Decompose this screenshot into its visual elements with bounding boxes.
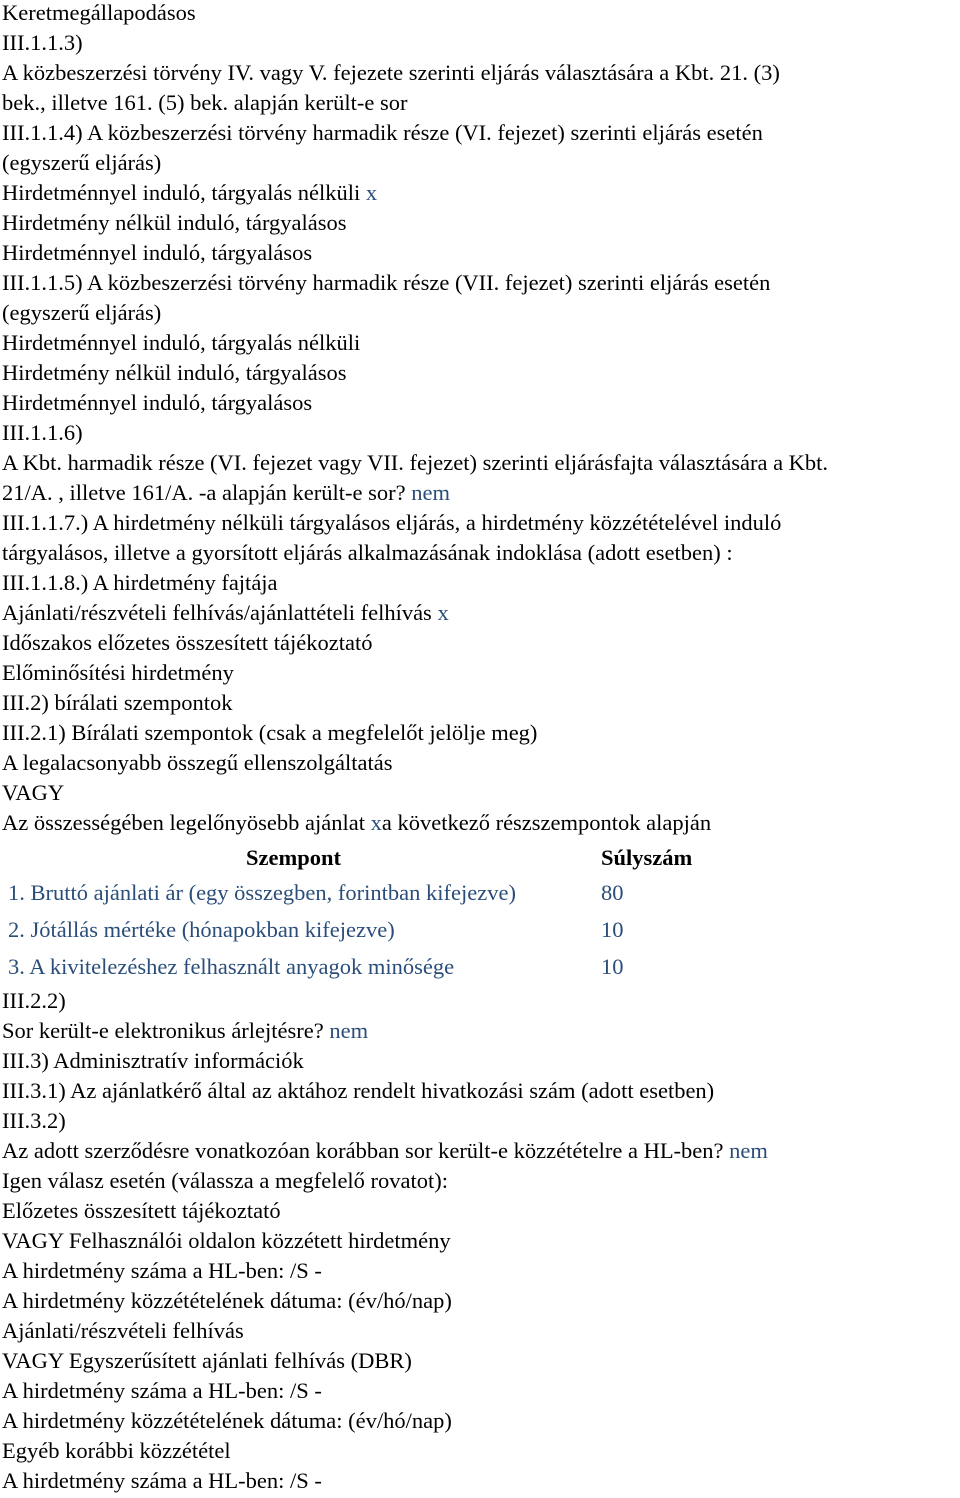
text-line: (egyszerű eljárás)	[2, 300, 162, 325]
table-cell-criterion: 1. Bruttó ajánlati ár (egy összegben, forintban kifejezve)	[8, 880, 516, 905]
question-text: 21/A. , illetve 161/A. -a alapján került-e sor?	[2, 480, 412, 505]
field-line: A hirdetmény száma a HL-ben: /S -	[2, 1258, 322, 1283]
text-line: VAGY	[2, 780, 65, 805]
question-text: Az adott szerződésre vonatkozóan korábban sor került-e közzétételre a HL-ben?	[2, 1138, 730, 1163]
option-line: Időszakos előzetes összesített tájékoztató	[2, 630, 373, 655]
section-heading: III.2) bírálati szempontok	[2, 690, 233, 715]
field-line: A hirdetmény közzétételének dátuma: (év/hó/nap)	[2, 1288, 452, 1313]
text-line: (egyszerű eljárás)	[2, 150, 162, 175]
section-heading: III.1.1.7.) A hirdetmény nélküli tárgyalásos eljárás, a hirdetmény közzétételével induló	[2, 510, 782, 535]
option-line: Előminősítési hirdetmény	[2, 660, 234, 685]
section-heading: III.2.2)	[2, 988, 66, 1013]
text-line: A Kbt. harmadik része (VI. fejezet vagy VII. fejezet) szerinti eljárásfajta választására a Kbt.	[2, 450, 829, 475]
field-line: A hirdetmény közzétételének dátuma: (év/hó/nap)	[2, 1408, 452, 1433]
question-text: Sor került-e elektronikus árlejtésre?	[2, 1018, 330, 1043]
option-line: Hirdetménnyel induló, tárgyalásos	[2, 240, 313, 265]
question-line	[2, 1016, 958, 1046]
table-header-criterion: Szempont	[246, 845, 341, 870]
table-cell-criterion: 2. Jótállás mértéke (hónapokban kifejezve)	[8, 917, 395, 942]
answer-value: nem	[729, 1138, 768, 1163]
answer-mark: x	[370, 810, 382, 835]
table-header-weight: Súlyszám	[601, 845, 693, 870]
option-line: Ajánlati/részvételi felhívás	[2, 1318, 244, 1343]
section-heading: III.3.1) Az ajánlatkérő által az aktához rendelt hivatkozási szám (adott esetben)	[2, 1078, 715, 1103]
section-heading: III.1.1.4) A közbeszerzési törvény harmadik része (VI. fejezet) szerinti eljárás esetén	[2, 120, 763, 145]
answer-value: nem	[329, 1018, 369, 1043]
section-heading: III.3.2)	[2, 1108, 66, 1133]
option-line: Hirdetmény nélkül induló, tárgyalásos	[2, 360, 347, 385]
option-label: Ajánlati/részvételi felhívás/ajánlattételi felhívás	[2, 600, 438, 625]
text-line: Keretmegállapodásos	[2, 0, 196, 25]
option-line: Egyéb korábbi közzététel	[2, 1438, 231, 1463]
section-heading: III.2.1) Bírálati szempontok (csak a megfelelőt jelölje meg)	[2, 720, 538, 745]
table-cell-weight: 10	[601, 917, 624, 942]
option-line: Hirdetmény nélkül induló, tárgyalásos	[2, 210, 347, 235]
option-label-rest: a következő részszempontok alapján	[381, 810, 712, 835]
field-line: A hirdetmény száma a HL-ben: /S -	[2, 1468, 322, 1493]
question-line	[2, 1136, 958, 1166]
field-line: A hirdetmény száma a HL-ben: /S -	[2, 1378, 322, 1403]
table-cell-weight: 10	[601, 954, 624, 979]
table-cell-criterion: 3. A kivitelezéshez felhasznált anyagok minősége	[8, 954, 455, 979]
option-line	[2, 808, 958, 838]
option-line: VAGY Felhasználói oldalon közzétett hirdetmény	[2, 1228, 451, 1253]
option-label: Az összességében legelőnyösebb ajánlat	[2, 810, 371, 835]
answer-mark: x	[365, 180, 378, 205]
option-label: Hirdetménnyel induló, tárgyalás nélküli	[2, 180, 366, 205]
option-line: A legalacsonyabb összegű ellenszolgáltatás	[2, 750, 393, 775]
option-line: Hirdetménnyel induló, tárgyalás nélküli	[2, 330, 361, 355]
table-cell-weight: 80	[601, 880, 624, 905]
section-heading: III.1.1.5) A közbeszerzési törvény harmadik része (VII. fejezet) szerinti eljárás esetén	[2, 270, 771, 295]
section-heading: III.3) Adminisztratív információk	[2, 1048, 304, 1073]
answer-value: nem	[411, 480, 450, 505]
section-heading: III.1.1.3)	[2, 30, 83, 55]
option-line: Hirdetménnyel induló, tárgyalásos	[2, 390, 313, 415]
option-line	[2, 598, 958, 628]
text-line: bek., illetve 161. (5) bek. alapján került-e sor	[2, 90, 408, 115]
option-line	[2, 178, 958, 208]
answer-mark: x	[437, 600, 449, 625]
option-line: Előzetes összesített tájékoztató	[2, 1198, 281, 1223]
section-heading: III.1.1.8.) A hirdetmény fajtája	[2, 570, 278, 595]
question-line	[2, 478, 958, 508]
text-line: tárgyalásos, illetve a gyorsított eljárás alkalmazásának indoklása (adott esetben) :	[2, 540, 733, 565]
option-line: VAGY Egyszerűsített ajánlati felhívás (DBR)	[2, 1348, 412, 1373]
text-line: Igen válasz esetén (válassza a megfelelő rovatot):	[2, 1168, 449, 1193]
section-heading: III.1.1.6)	[2, 420, 83, 445]
text-line: A közbeszerzési törvény IV. vagy V. fejezete szerinti eljárás választására a Kbt. 21. (3)	[2, 60, 780, 85]
